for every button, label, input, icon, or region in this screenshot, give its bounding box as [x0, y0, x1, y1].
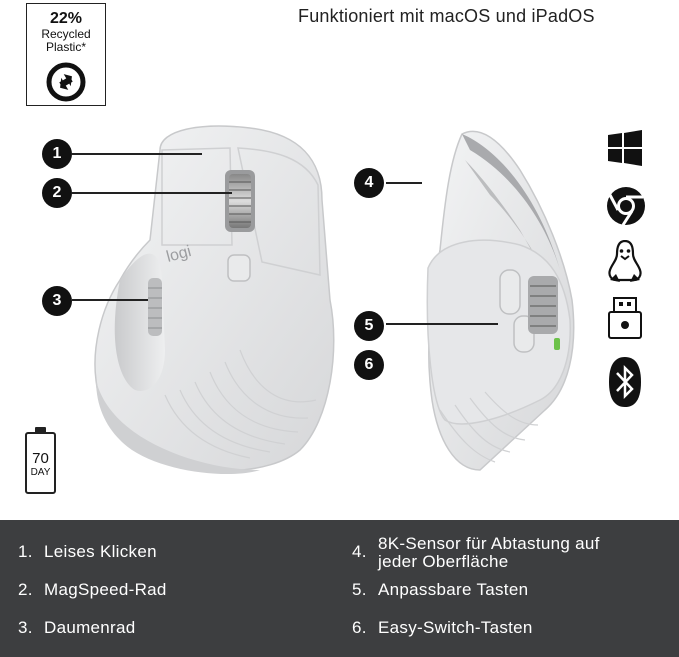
chrome-icon — [606, 186, 646, 226]
linux-icon — [606, 240, 644, 286]
callout-6: 6 — [354, 350, 384, 380]
feature-item — [352, 619, 533, 637]
windows-icon — [606, 130, 644, 166]
feature-text: Easy-Switch-Tasten — [378, 618, 533, 637]
callout-5: 5 — [354, 311, 384, 341]
feature-text-line1: 8K-Sensor für Abtastung auf — [378, 534, 600, 553]
feature-number: 5. — [352, 580, 367, 599]
battery-days-value: 70 — [32, 450, 49, 467]
callout-3: 3 — [42, 286, 72, 316]
feature-text — [378, 535, 600, 571]
mouse-side-view — [427, 131, 573, 470]
compatibility-headline: Funktioniert mit macOS und iPadOS — [298, 6, 595, 26]
usb-receiver-icon — [606, 296, 644, 342]
feature-item — [18, 581, 167, 599]
feature-number: 2. — [18, 580, 33, 599]
feature-item — [18, 543, 157, 561]
feature-number: 1. — [18, 542, 33, 561]
feature-text: MagSpeed-Rad — [44, 580, 167, 599]
callout-2: 2 — [42, 178, 72, 208]
callout-1: 1 — [42, 139, 72, 169]
mouse-logo: logi — [164, 242, 194, 266]
feature-number: 6. — [352, 618, 367, 637]
callout-4: 4 — [354, 168, 384, 198]
recycled-label-line1: Recycled — [41, 27, 91, 41]
feature-item — [352, 535, 600, 571]
recycled-label-line2: Plastic* — [45, 40, 86, 54]
feature-item — [18, 619, 136, 637]
feature-number: 3. — [18, 618, 33, 637]
feature-text: Anpassbare Tasten — [378, 580, 529, 599]
feature-list — [0, 520, 679, 657]
feature-text: Leises Klicken — [44, 542, 157, 561]
bluetooth-icon — [606, 356, 644, 408]
feature-text-line2: jeder Oberfläche — [378, 552, 509, 571]
feature-number: 4. — [352, 542, 367, 561]
recycled-percent: 22% — [49, 10, 83, 27]
feature-text: Daumenrad — [44, 618, 136, 637]
feature-item — [352, 581, 528, 599]
battery-indicator — [25, 432, 56, 494]
battery-days-unit: DAY — [30, 467, 51, 478]
